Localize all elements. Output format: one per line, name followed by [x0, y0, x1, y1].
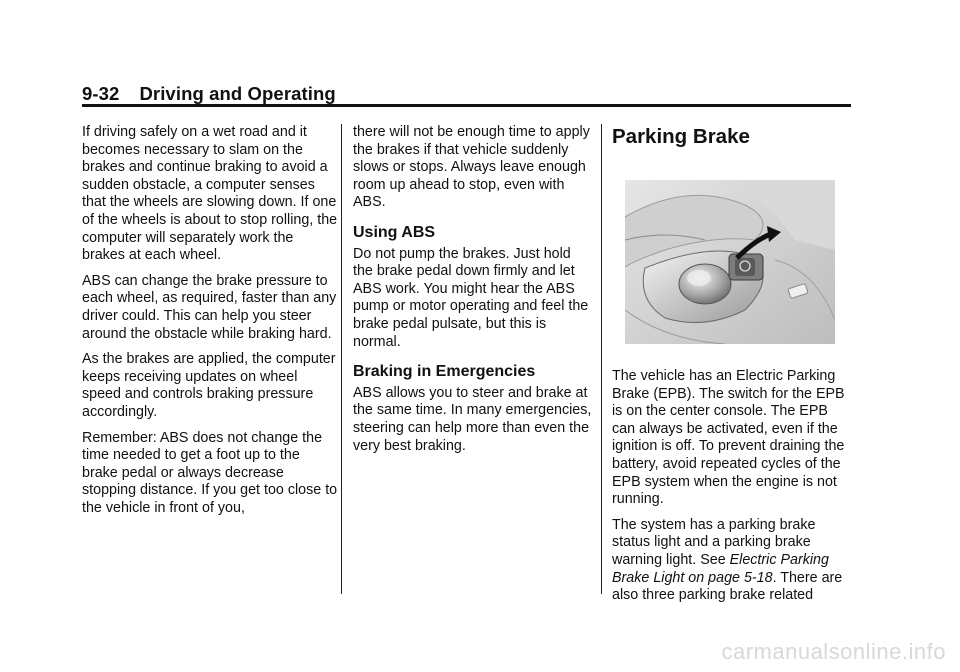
column-divider-2 — [601, 124, 602, 594]
column-2 — [353, 124, 593, 463]
watermark: carmanualsonline.info — [721, 639, 946, 664]
text: The system has a parking brake status light and a parking brake warning light. See — [612, 516, 816, 568]
section-title: Driving and Operating — [139, 83, 336, 104]
paragraph: there will not be enough time to apply the brakes if that vehicle suddenly slows or stops. Always leave enough room up ahead to stop, even with ABS. — [353, 124, 590, 211]
console-drawing — [625, 180, 835, 344]
paragraph: Do not pump the brakes. Just hold the brake pedal down firmly and let ABS work. You might hear the ABS pump or motor operating and feel the brake pedal pulsate, but this is normal. — [353, 245, 589, 350]
paragraph — [612, 517, 852, 605]
page-header — [82, 83, 336, 105]
paragraph: The vehicle has an Electric Parking Brake (EPB). The switch for the EPB is on the center console. The EPB can always be activated, even if the ignition is off. To prevent draining the battery, avoid repeated cycles of the EPB system when the engine is not running. — [612, 368, 845, 508]
cross-reference-link[interactable]: Electric Parking Brake Light on page 5-18 — [612, 551, 829, 586]
paragraph: ABS can change the brake pressure to each wheel, as required, faster than any driver could. This can help you steer around the obstacle while braking hard. — [82, 272, 337, 342]
heading-braking-emergencies: Braking in Emergencies — [353, 363, 536, 381]
paragraph: ABS allows you to steer and brake at the same time. In many emergencies, steering can help more than even the very best braking. — [353, 384, 592, 454]
page-number: 9-32 — [82, 83, 120, 104]
text: . There are also three parking brake related — [612, 569, 843, 604]
paragraph: As the brakes are applied, the computer keeps receiving updates on wheel speed and controls braking pressure accordingly. — [82, 351, 336, 420]
parking-brake-console-illustration — [625, 180, 835, 344]
parking-brake-body — [612, 368, 852, 613]
paragraph: Remember: ABS does not change the time needed to get a foot up to the brake pedal or always decrease stopping distance. If you get too close to the vehicle in front of you, — [82, 429, 338, 516]
header-rule — [82, 104, 851, 107]
column-divider-1 — [341, 124, 342, 594]
heading-using-abs: Using ABS — [353, 223, 436, 241]
paragraph: If driving safely on a wet road and it becomes necessary to slam on the brakes and continue braking to avoid a sudden obstacle, a computer senses that the wheels are slowing down. If one of the wheels is about to stop rolling, the computer will separately work the brakes at each wheel. — [82, 124, 338, 264]
column-1 — [82, 124, 338, 525]
heading-parking-brake: Parking Brake — [612, 125, 750, 148]
